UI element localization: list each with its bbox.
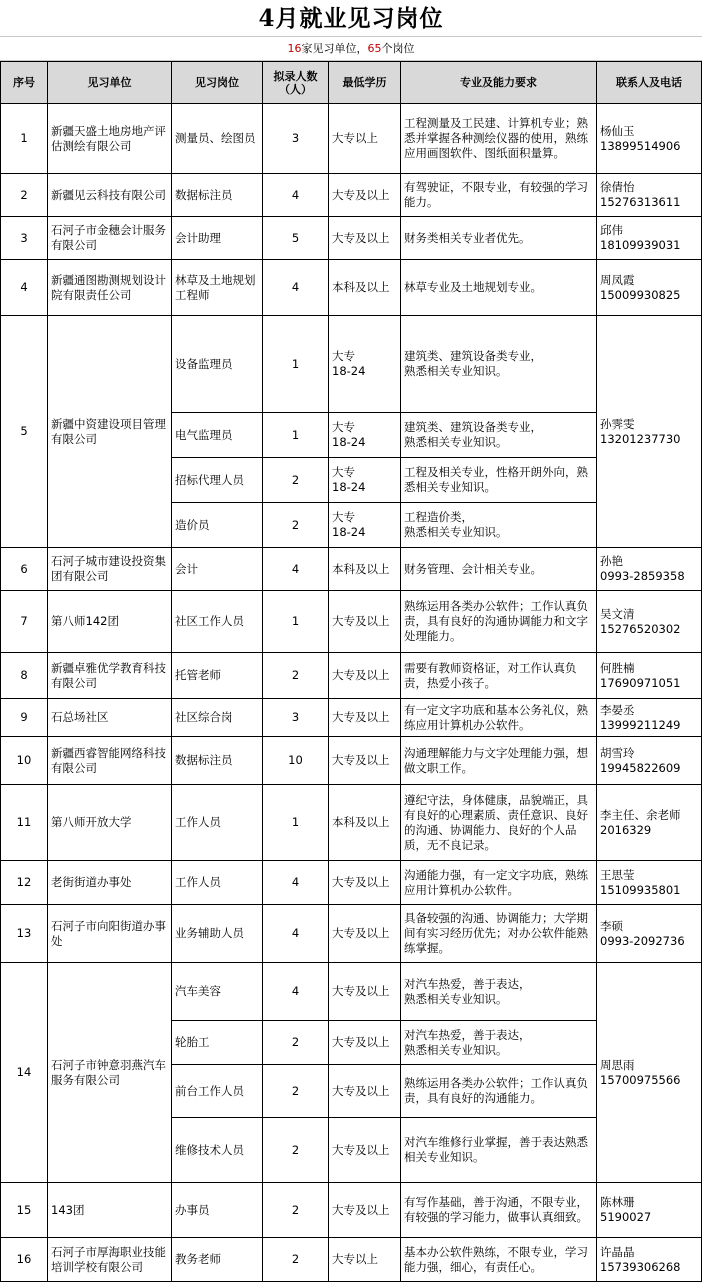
contact-info: 杨仙玉 13899514906 xyxy=(597,104,702,174)
post-count: 2 xyxy=(263,653,329,699)
table-row xyxy=(1,104,702,174)
unit-name: 石河子市钟意羽燕汽车服务有限公司 xyxy=(48,963,172,1183)
requirements: 熟练运用各类办公软件；工作认真负责，具有良好的沟通能力。 xyxy=(401,1065,597,1118)
post-count: 1 xyxy=(263,413,329,458)
requirements: 沟通理解能力与文字处理能力强，想做文职工作。 xyxy=(401,737,597,785)
table-row xyxy=(1,174,702,217)
requirements: 建筑类、建筑设备类专业， 熟悉相关专业知识。 xyxy=(401,413,597,458)
post-count: 1 xyxy=(263,316,329,413)
contact-info: 孙艳 0993-2859358 xyxy=(597,548,702,591)
header-contact: 联系人及电话 xyxy=(597,62,702,104)
contact-info: 李硕 0993-2092736 xyxy=(597,905,702,963)
post-count: 5 xyxy=(263,217,329,260)
row-number: 15 xyxy=(1,1183,48,1238)
row-number: 2 xyxy=(1,174,48,217)
table-row xyxy=(1,737,702,785)
page-subtitle xyxy=(0,37,702,61)
header-no: 序号 xyxy=(1,62,48,104)
post-name: 社区综合岗 xyxy=(172,699,263,737)
post-name: 社区工作人员 xyxy=(172,591,263,653)
table-row xyxy=(1,548,702,591)
requirements: 沟通能力强，有一定文字功底，熟练应用计算机办公软件。 xyxy=(401,861,597,905)
requirements: 林草专业及土地规划专业。 xyxy=(401,260,597,316)
page-title: 4月就业见习岗位 xyxy=(0,0,702,37)
post-count: 2 xyxy=(263,1238,329,1282)
table-row xyxy=(1,861,702,905)
post-count: 2 xyxy=(263,1183,329,1238)
header-count: 拟录人数（人） xyxy=(263,62,329,104)
row-number: 14 xyxy=(1,963,48,1183)
post-name: 轮胎工 xyxy=(172,1021,263,1065)
min-education: 本科及以上 xyxy=(329,548,401,591)
requirements: 有一定文字功底和基本公务礼仪，熟练应用计算机办公软件。 xyxy=(401,699,597,737)
min-education: 大专及以上 xyxy=(329,174,401,217)
post-name: 招标代理人员 xyxy=(172,458,263,503)
row-number: 8 xyxy=(1,653,48,699)
unit-name: 石河子城市建设投资集团有限公司 xyxy=(48,548,172,591)
header-unit: 见习单位 xyxy=(48,62,172,104)
post-count: 4 xyxy=(263,174,329,217)
post-name: 业务辅助人员 xyxy=(172,905,263,963)
contact-info: 徐倩怡 15276313611 xyxy=(597,174,702,217)
unit-name: 新疆见云科技有限公司 xyxy=(48,174,172,217)
min-education: 大专及以上 xyxy=(329,861,401,905)
row-number: 6 xyxy=(1,548,48,591)
post-name: 电气监理员 xyxy=(172,413,263,458)
unit-name: 第八师开放大学 xyxy=(48,785,172,861)
requirements: 需要有教师资格证，对工作认真负责，热爱小孩子。 xyxy=(401,653,597,699)
requirements: 对汽车热爱，善于表达， 熟悉相关专业知识。 xyxy=(401,963,597,1021)
requirements: 熟练运用各类办公软件；工作认真负责，具有良好的沟通协调能力和文字处理能力。 xyxy=(401,591,597,653)
row-number: 13 xyxy=(1,905,48,963)
table-row xyxy=(1,316,702,413)
post-count: 3 xyxy=(263,699,329,737)
table-body xyxy=(1,104,702,1282)
units-text: 家见习单位， xyxy=(301,42,368,55)
row-number: 7 xyxy=(1,591,48,653)
post-name: 数据标注员 xyxy=(172,737,263,785)
post-count: 4 xyxy=(263,861,329,905)
post-count: 2 xyxy=(263,1065,329,1118)
table-row xyxy=(1,653,702,699)
contact-info: 何胜楠 17690971051 xyxy=(597,653,702,699)
row-number: 16 xyxy=(1,1238,48,1282)
contact-info: 李主任、余老师 2016329 xyxy=(597,785,702,861)
post-name: 工作人员 xyxy=(172,861,263,905)
row-number: 4 xyxy=(1,260,48,316)
post-name: 设备监理员 xyxy=(172,316,263,413)
post-name: 维修技术人员 xyxy=(172,1118,263,1183)
posts-count: 65 xyxy=(367,42,382,55)
requirements: 对汽车热爱，善于表达， 熟悉相关专业知识。 xyxy=(401,1021,597,1065)
unit-name: 新疆卓雅优学教育科技有限公司 xyxy=(48,653,172,699)
contact-info: 孙霁雯 13201237730 xyxy=(597,316,702,548)
header-education: 最低学历 xyxy=(329,62,401,104)
unit-name: 石河子市厚海职业技能培训学校有限公司 xyxy=(48,1238,172,1282)
post-count: 2 xyxy=(263,503,329,548)
requirements: 具备较强的沟通、协调能力；大学期间有实习经历优先；对办公软件能熟练掌握。 xyxy=(401,905,597,963)
contact-info: 周思雨 15700975566 xyxy=(597,963,702,1183)
post-count: 10 xyxy=(263,737,329,785)
post-name: 测量员、绘图员 xyxy=(172,104,263,174)
requirements: 遵纪守法，身体健康，品貌端正，具有良好的心理素质、责任意识、良好的沟通、协调能力、良好的个人品质，无不良记录。 xyxy=(401,785,597,861)
unit-name: 新疆中资建设项目管理有限公司 xyxy=(48,316,172,548)
requirements: 对汽车维修行业掌握，善于表达熟悉相关专业知识。 xyxy=(401,1118,597,1183)
min-education: 大专及以上 xyxy=(329,653,401,699)
requirements: 基本办公软件熟练，不限专业，学习能力强，细心，有责任心。 xyxy=(401,1238,597,1282)
contact-info: 吴文清 15276520302 xyxy=(597,591,702,653)
unit-name: 新疆通图勘测规划设计院有限责任公司 xyxy=(48,260,172,316)
table-row xyxy=(1,785,702,861)
contact-info: 李晏丞 13999211249 xyxy=(597,699,702,737)
post-name: 教务老师 xyxy=(172,1238,263,1282)
post-count: 1 xyxy=(263,785,329,861)
min-education: 大专及以上 xyxy=(329,905,401,963)
table-row xyxy=(1,1183,702,1238)
unit-name: 老街街道办事处 xyxy=(48,861,172,905)
min-education: 大专 18-24 xyxy=(329,503,401,548)
post-name: 前台工作人员 xyxy=(172,1065,263,1118)
row-number: 5 xyxy=(1,316,48,548)
min-education: 大专及以上 xyxy=(329,699,401,737)
post-name: 汽车美容 xyxy=(172,963,263,1021)
table-header-row xyxy=(1,62,702,104)
post-count: 2 xyxy=(263,1021,329,1065)
internship-table xyxy=(0,61,702,1282)
unit-name: 石河子市金穗会计服务有限公司 xyxy=(48,217,172,260)
row-number: 1 xyxy=(1,104,48,174)
min-education: 大专以上 xyxy=(329,104,401,174)
min-education: 大专及以上 xyxy=(329,963,401,1021)
row-number: 10 xyxy=(1,737,48,785)
row-number: 12 xyxy=(1,861,48,905)
unit-name: 第八师142团 xyxy=(48,591,172,653)
header-post: 见习岗位 xyxy=(172,62,263,104)
post-name: 会计助理 xyxy=(172,217,263,260)
contact-info: 周凤霞 15009930825 xyxy=(597,260,702,316)
table-row xyxy=(1,260,702,316)
table-row xyxy=(1,963,702,1021)
row-number: 9 xyxy=(1,699,48,737)
post-name: 数据标注员 xyxy=(172,174,263,217)
min-education: 大专及以上 xyxy=(329,1118,401,1183)
min-education: 大专及以上 xyxy=(329,1021,401,1065)
post-count: 2 xyxy=(263,1118,329,1183)
post-count: 4 xyxy=(263,260,329,316)
post-name: 造价员 xyxy=(172,503,263,548)
min-education: 大专及以上 xyxy=(329,737,401,785)
requirements: 有驾驶证，不限专业，有较强的学习能力。 xyxy=(401,174,597,217)
min-education: 大专 18-24 xyxy=(329,413,401,458)
post-name: 会计 xyxy=(172,548,263,591)
row-number: 3 xyxy=(1,217,48,260)
unit-name: 石总场社区 xyxy=(48,699,172,737)
min-education: 大专及以上 xyxy=(329,1183,401,1238)
requirements: 工程造价类， 熟悉相关专业知识。 xyxy=(401,503,597,548)
post-count: 4 xyxy=(263,548,329,591)
min-education: 大专及以上 xyxy=(329,591,401,653)
table-row xyxy=(1,217,702,260)
post-name: 林草及土地规划工程师 xyxy=(172,260,263,316)
min-education: 大专及以上 xyxy=(329,1065,401,1118)
min-education: 大专 18-24 xyxy=(329,316,401,413)
table-row xyxy=(1,1238,702,1282)
post-name: 办事员 xyxy=(172,1183,263,1238)
requirements: 有写作基础，善于沟通，不限专业，有较强的学习能力，做事认真细致。 xyxy=(401,1183,597,1238)
table-row xyxy=(1,699,702,737)
requirements: 财务类相关专业者优先。 xyxy=(401,217,597,260)
contact-info: 许晶晶 15739306268 xyxy=(597,1238,702,1282)
requirements: 工程测量及工民建、计算机专业；熟悉并掌握各种测绘仪器的使用，熟练应用画图软件、图纸面积量算。 xyxy=(401,104,597,174)
header-requirements: 专业及能力要求 xyxy=(401,62,597,104)
min-education: 大专 18-24 xyxy=(329,458,401,503)
table-row xyxy=(1,591,702,653)
requirements: 建筑类、建筑设备类专业， 熟悉相关专业知识。 xyxy=(401,316,597,413)
posts-text: 个岗位 xyxy=(381,42,415,55)
post-name: 工作人员 xyxy=(172,785,263,861)
post-count: 1 xyxy=(263,591,329,653)
units-count: 16 xyxy=(287,42,302,55)
post-count: 2 xyxy=(263,458,329,503)
row-number: 11 xyxy=(1,785,48,861)
unit-name: 新疆天盛土地房地产评估测绘有限公司 xyxy=(48,104,172,174)
requirements: 财务管理、会计相关专业。 xyxy=(401,548,597,591)
min-education: 本科及以上 xyxy=(329,260,401,316)
post-count: 4 xyxy=(263,963,329,1021)
post-name: 托管老师 xyxy=(172,653,263,699)
unit-name: 143团 xyxy=(48,1183,172,1238)
contact-info: 王思莹 15109935801 xyxy=(597,861,702,905)
min-education: 大专及以上 xyxy=(329,217,401,260)
min-education: 大专以上 xyxy=(329,1238,401,1282)
unit-name: 新疆西睿智能网络科技有限公司 xyxy=(48,737,172,785)
table-row xyxy=(1,905,702,963)
post-count: 3 xyxy=(263,104,329,174)
unit-name: 石河子市向阳街道办事处 xyxy=(48,905,172,963)
requirements: 工程及相关专业，性格开朗外向，熟悉相关专业知识。 xyxy=(401,458,597,503)
contact-info: 邱伟 18109939031 xyxy=(597,217,702,260)
min-education: 本科及以上 xyxy=(329,785,401,861)
post-count: 4 xyxy=(263,905,329,963)
contact-info: 胡雪玲 19945822609 xyxy=(597,737,702,785)
contact-info: 陈林珊 5190027 xyxy=(597,1183,702,1238)
